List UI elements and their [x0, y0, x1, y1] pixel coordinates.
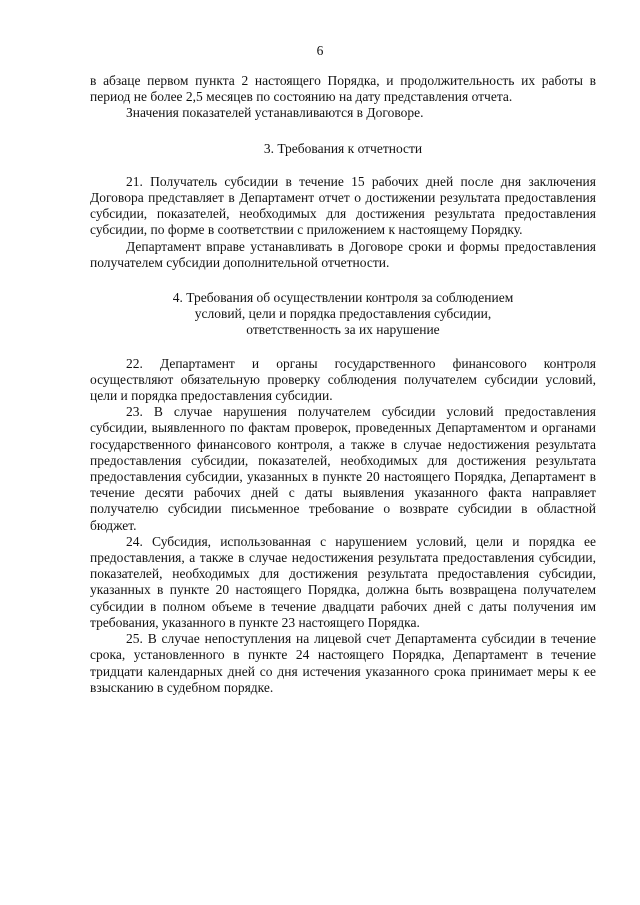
page-number: 6 — [316, 43, 324, 58]
document-body — [90, 73, 596, 696]
paragraph-continuation: в абзаце первом пункта 2 настоящего Порядка, и продолжительность их работы в период не более 2,5 месяцев по состоянию на дату представления отчета. — [90, 73, 596, 105]
paragraph-item-23: 23. В случае нарушения получателем субсидии условий предоставления субсидии, выявленного по фактам проверок, проведенных Департаментом и органами государственного финансового контроля, а также в случае недостижения результата предоставления субсидии, показателей, необходимых для достижения результата предоставления субсидии, указанных в пункте 20 настоящего Порядка, Департамент в течение десяти рабочих дней с даты выявления указанного факта направляет получателю субсидии письменное требование о возврате субсидии в областной бюджет. — [90, 404, 596, 533]
paragraph-item-22: 22. Департамент и органы государственного финансового контроля осуществляют обязательную проверку соблюдения получателем субсидии условий, цели и порядка предоставления субсидии. — [90, 355, 596, 404]
paragraph-indicator-values: Значения показателей устанавливаются в Договоре. — [126, 105, 424, 121]
section-heading-control-line-1: 4. Требования об осуществлении контроля за соблюдением — [172, 290, 514, 306]
paragraph-item-24: 24. Субсидия, использованная с нарушением условий, цели и порядка ее предоставления, а также в случае недостижения результата предоставления субсидии, показателей, необходимых для достижения результата предоставления субсидии, указанных в пункте 20 настоящего Порядка, должна быть возвращена получателем субсидии в полном объеме в течение двадцати рабочих дней с даты получения им требования, указанного в пункте 23 настоящего Порядка. — [90, 533, 596, 630]
section-heading-control-line-2: условий, цели и порядка предоставления субсидии, — [194, 306, 492, 322]
section-heading-control — [90, 290, 596, 339]
paragraph-item-25: 25. В случае непоступления на лицевой счет Департамента субсидии в течение срока, установленного в пункте 24 настоящего Порядка, Департамент в течение тридцати календарных дней со дня истечения указанного срока принимает меры к ее взысканию в судебном порядке. — [90, 631, 596, 695]
section-heading-reporting: 3. Требования к отчетности — [263, 140, 423, 156]
paragraph-item-21-additional: Департамент вправе устанавливать в Договоре сроки и формы предоставления получателем субсидии дополнительной отчетности. — [90, 238, 596, 270]
paragraph-item-21: 21. Получатель субсидии в течение 15 рабочих дней после дня заключения Договора представляет в Департамент отчет о достижении результата предоставления субсидии, показателей, необходимых для достижения результата предоставления субсидии, по форме в соответствии с приложением к настоящему Порядку. — [90, 173, 596, 238]
section-heading-control-line-3: ответственность за их нарушение — [246, 322, 440, 338]
